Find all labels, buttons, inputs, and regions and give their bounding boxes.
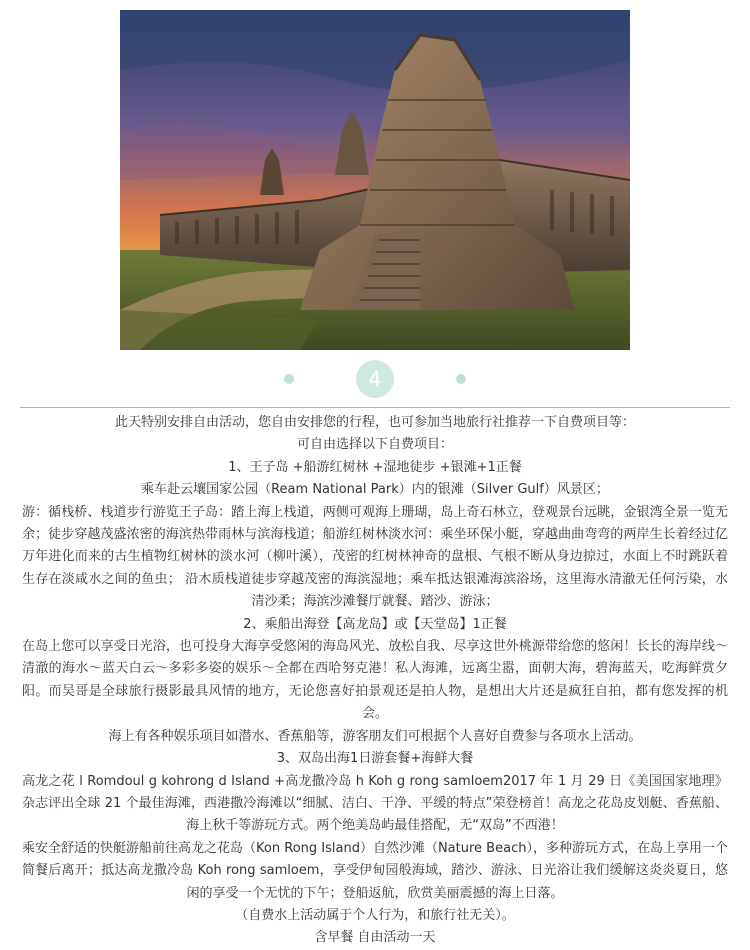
item1-description: 游：循栈桥、栈道步行游览王子岛：踏上海上栈道，两侧可观海上珊瑚，岛上奇石林立，登观景台远眺，金银湾全景一览无余；徒步穿越茂盛浓密的海滨热带雨林与滨海栈道；船游红树林淡水河：乘坐环保小艇，穿越曲曲弯弯的两岸生长着经过亿万年进化而来的古生植物红树林的淡水河（柳叶溪），茂密的红树林神奇的盘根、气根不断从身边掠过，水面上不时跳跃着生存在淡咸水之间的鱼虫； 沿木质栈道徒步穿越茂密的海滨湿地；乘车抵达银滩海滨浴场，这里海水清澈无任何污染，水清沙柔；海滨沙滩餐厅就餐、踏沙、游泳； <box>22 504 728 610</box>
item2-description: 在岛上您可以享受日光浴，也可投身大海享受悠闲的海岛风光、放松自我、尽享这世外桃源带给您的悠闲！长长的海岸线～清澈的海水～蓝天白云～多彩多姿的娱乐～全都在西哈努克港！私人海滩，远离尘嚣，面朝大海，碧海蓝天，吃海鲜赏夕阳。而吴哥是全球旅行摄影最具风情的地方，无论您喜好拍景观还是拍人物，是想出大片还是疯狂自拍，都有您发挥的机会。 <box>22 639 728 722</box>
itinerary-content <box>22 412 728 950</box>
current-day-badge: 4 <box>356 360 394 398</box>
section-divider <box>20 407 730 408</box>
angkor-wat-photo <box>120 10 630 350</box>
meals-text: 含早餐 自由活动一天 <box>314 930 436 946</box>
next-day-dot[interactable] <box>456 374 466 384</box>
item3-description: 高龙之花 l Romdoul g kohrong d Island +高龙撒冷岛 h Koh g rong samloem2017 年 1 月 29 日《美国国家地理》杂志评出全球 21 个最佳海滩，西港撒冷海滩以“细腻、洁白、干净、平缓的特点”荣登榜首！高龙之花岛皮划艇、香蕉船、海上秋千等游玩方式。两个绝美岛屿最佳搭配，无“双岛”不西港！ <box>22 773 728 834</box>
item1-route: 乘车赴云壤国家公园（Ream National Park）内的银滩（Silver Gulf）风景区； <box>141 482 609 498</box>
item2-title: 2、乘船出海登【高龙岛】或【天堂岛】1正餐 <box>243 616 507 632</box>
item1-title: 1、王子岛 +船游红树林 +湿地徒步 +银滩+1正餐 <box>228 459 522 475</box>
prev-day-dot[interactable] <box>284 374 294 384</box>
item3-title: 3、双岛出海1日游套餐+海鲜大餐 <box>276 751 474 767</box>
intro-text: 此天特别安排自由活动，您自由安排您的行程，也可参加当地旅行社推荐一下自费项目等： <box>114 415 635 430</box>
disclaimer-text: （自费水上活动属于个人行为，和旅行社无关）。 <box>235 907 515 923</box>
item2-note: 海上有各种娱乐项目如潜水、香蕉船等，游客朋友们可根据个人喜好自费参与各项水上活动。 <box>108 728 642 744</box>
temple-illustration <box>120 10 630 350</box>
item3-detail: 乘安全舒适的快艇游船前往高龙之花岛（Kon Rong Island）自然沙滩（Nature Beach），多种游玩方式，在岛上享用一个简餐后离开；抵达高龙撒冷岛 Koh rong samloem，享受伊甸园般海域，踏沙、游泳、日光浴让我们缓解这炎炎夏日，悠闲的享受一个无忧的下午；登船返航，欣赏美丽震撼的海上日落。 <box>22 840 728 901</box>
optional-heading: 可自由选择以下自费项目： <box>296 437 453 453</box>
